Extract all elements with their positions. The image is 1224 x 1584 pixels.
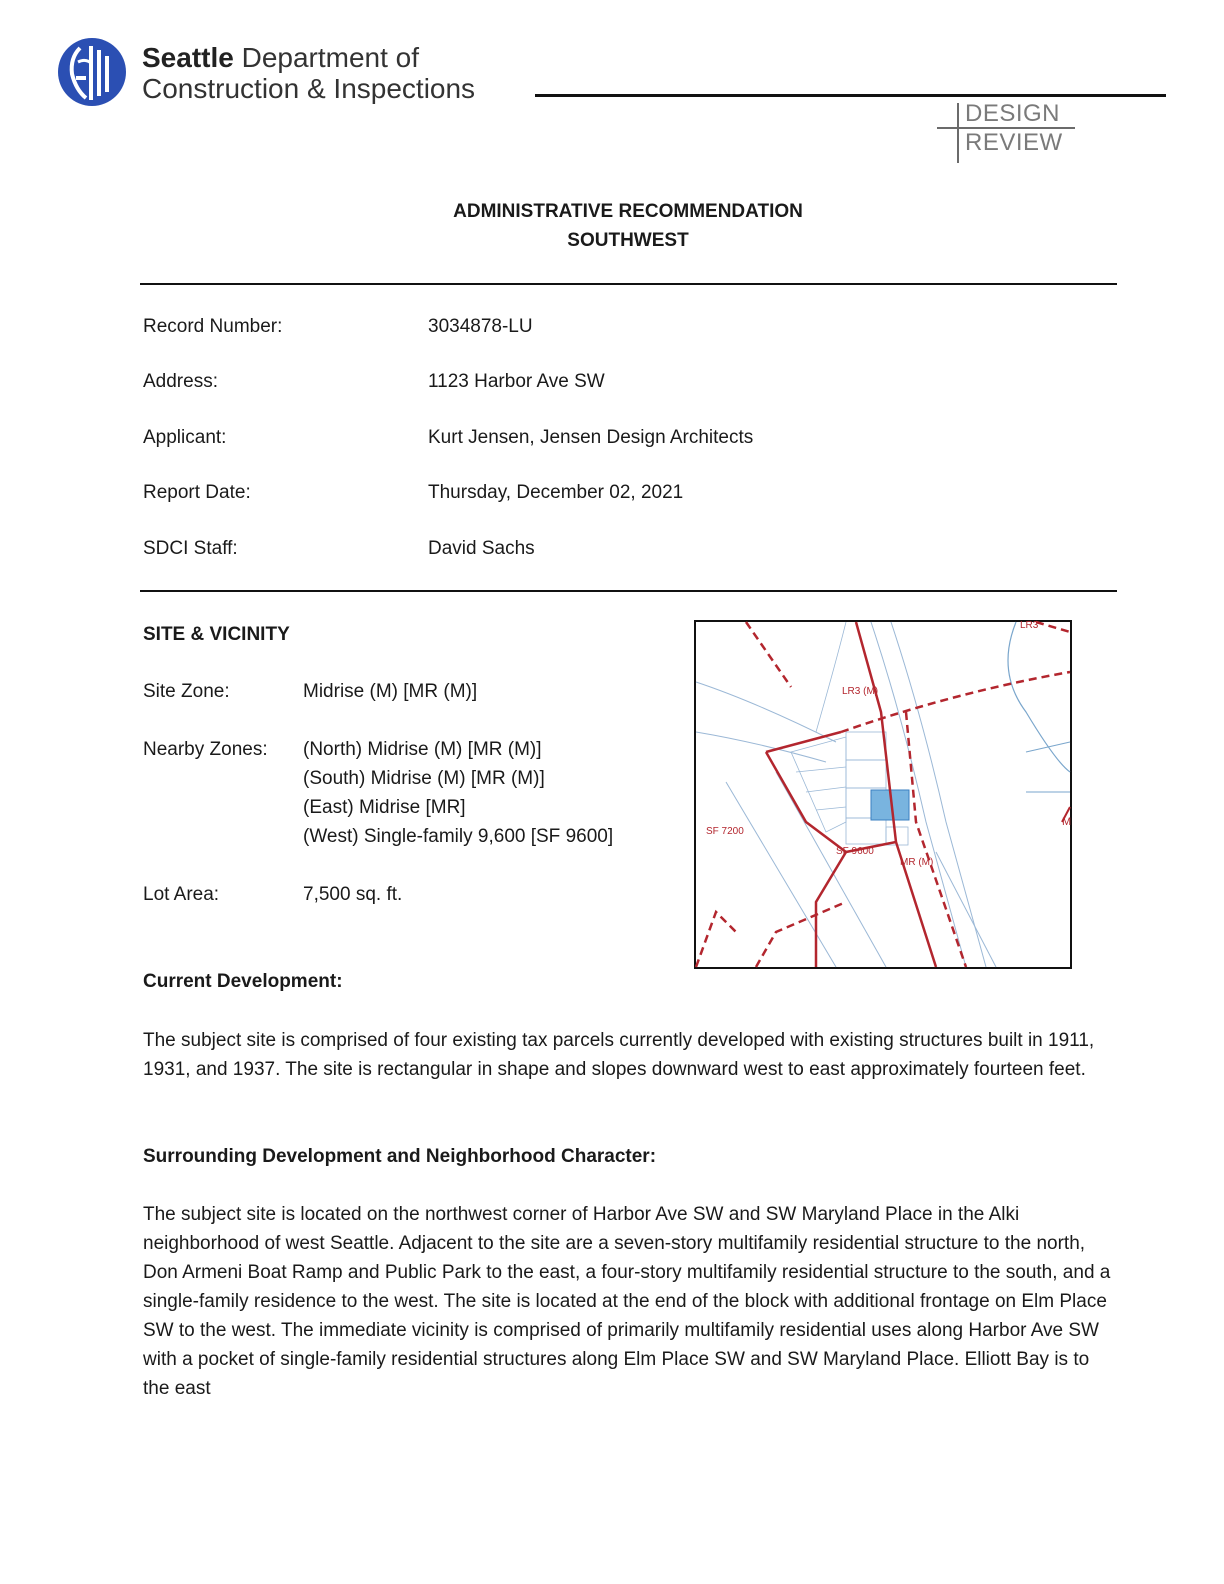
org-name: Seattle Department of xyxy=(142,42,420,73)
divider-top xyxy=(140,283,1117,285)
map-label-mr-m: MR (M) xyxy=(900,857,934,868)
site-zone-label: Site Zone: xyxy=(143,681,230,702)
site-zone-value: Midrise (M) [MR (M)] xyxy=(303,681,478,702)
zoning-map xyxy=(694,620,1072,969)
design-review-badge-vline xyxy=(957,103,959,163)
sdci-staff-label: SDCI Staff: xyxy=(143,538,238,559)
header-rule xyxy=(535,94,1166,97)
design-review-badge-line1: DESIGN xyxy=(965,100,1061,127)
current-development-heading: Current Development: xyxy=(143,971,343,992)
current-development-text: The subject site is comprised of four existing tax parcels currently developed with existing structures built in 1911, 1931, and 1937. The site is rectangular in shape and slopes downward west to east approximately fourteen feet. xyxy=(143,1030,1095,1080)
nearby-zone-south: (South) Midrise (M) [MR (M)] xyxy=(303,768,545,789)
nearby-zone-east: (East) Midrise [MR] xyxy=(303,797,466,818)
divider-bottom xyxy=(140,590,1117,592)
map-label-sf9600: SF 9600 xyxy=(836,846,874,857)
org-name-line2: Construction & Inspections xyxy=(142,73,476,104)
address-value: 1123 Harbor Ave SW xyxy=(428,371,605,392)
report-date-label: Report Date: xyxy=(143,482,251,503)
zoning-map-graphic xyxy=(696,622,1070,967)
seattle-logo-icon xyxy=(56,36,128,108)
design-review-badge-line2: REVIEW xyxy=(965,129,1063,156)
map-label-lr3-top: LR3 xyxy=(1020,620,1039,631)
map-label-lr3-m: LR3 (M) xyxy=(842,686,879,697)
map-label-m: M xyxy=(1062,816,1072,828)
map-label-sf7200: SF 7200 xyxy=(706,826,744,837)
applicant-label: Applicant: xyxy=(143,427,227,448)
nearby-zone-north: (North) Midrise (M) [MR (M)] xyxy=(303,739,542,760)
site-vicinity-heading: SITE & VICINITY xyxy=(143,624,290,645)
record-number-value: 3034878-LU xyxy=(428,316,533,337)
nearby-zone-west: (West) Single-family 9,600 [SF 9600] xyxy=(303,826,614,847)
document-subtitle: SOUTHWEST xyxy=(567,230,689,251)
lot-area-value: 7,500 sq. ft. xyxy=(303,884,403,905)
applicant-value: Kurt Jensen, Jensen Design Architects xyxy=(428,427,754,448)
surrounding-development-heading: Surrounding Development and Neighborhood Character: xyxy=(143,1146,657,1167)
report-date-value: Thursday, December 02, 2021 xyxy=(428,482,684,503)
document-title: ADMINISTRATIVE RECOMMENDATION xyxy=(453,201,803,222)
address-label: Address: xyxy=(143,371,218,392)
surrounding-development-text: The subject site is located on the northwest corner of Harbor Ave SW and SW Maryland Place in the Alki neighborhood of west Seattle. Adjacent to the site are a seven-story multifamily residential structure to the north, Don Armeni Boat Ramp and Public Park to the east, a four-story multifamily residential structure to the south, and a single-family residence to the west. The site is located at the end of the block with additional frontage on Elm Place SW to the west. The immediate vicinity is comprised of primarily multifamily residential uses along Harbor Ave SW with a pocket of single-family residential structures along Elm Place SW and SW Maryland Place. Elliott Bay is to the east xyxy=(143,1204,1111,1399)
record-number-label: Record Number: xyxy=(143,316,283,337)
sdci-staff-value: David Sachs xyxy=(428,538,535,559)
lot-area-label: Lot Area: xyxy=(143,884,220,905)
nearby-zones-label: Nearby Zones: xyxy=(143,739,268,760)
